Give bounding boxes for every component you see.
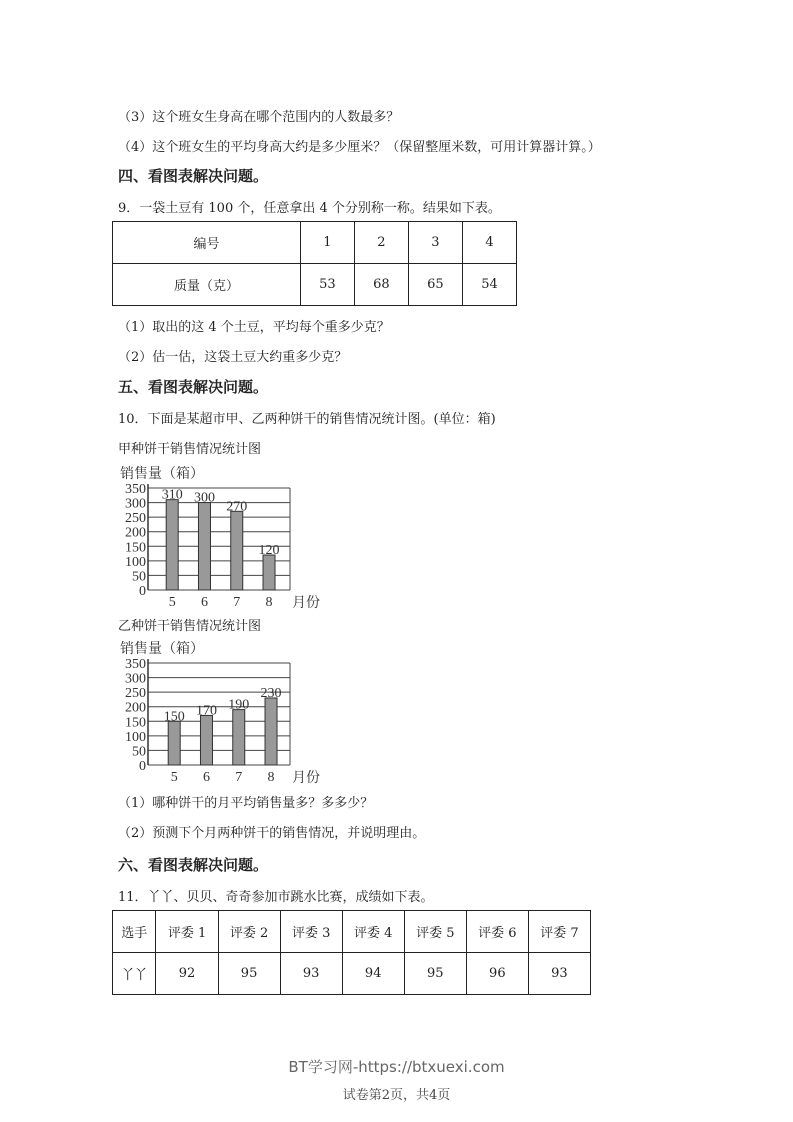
data-label: 300: [193, 490, 215, 506]
y-tick-label: 250: [125, 511, 146, 527]
y-tick-label: 50: [132, 744, 146, 760]
y-tick-label: 350: [125, 657, 146, 672]
table-cell: 95: [404, 953, 466, 995]
table-cell: 93: [528, 953, 590, 995]
question-10: 10．下面是某超市甲、乙两种饼干的销售情况统计图。(单位：箱): [118, 412, 496, 427]
question-9-1: （1）取出的这 4 个土豆，平均每个重多少克？: [118, 320, 390, 335]
x-tick-label: 8: [267, 770, 275, 785]
x-tick-label: 7: [233, 595, 241, 610]
table-cell: 丫丫: [113, 953, 156, 995]
bar: [233, 710, 245, 765]
table-cell: 评委 2: [218, 911, 280, 953]
table-cell: 评委 6: [466, 911, 528, 953]
y-tick-label: 150: [125, 540, 146, 556]
table-cell: 4: [462, 222, 516, 264]
bar: [166, 500, 178, 590]
table-cell: 94: [342, 953, 404, 995]
chart-1-title: 甲种饼干销售情况统计图: [118, 442, 262, 457]
question-10-1: （1）哪种饼干的月平均销售量多？多多少？: [118, 796, 374, 811]
data-label: 270: [226, 499, 248, 515]
x-axis-label: 月份: [292, 596, 320, 611]
table-cell: 2: [354, 222, 408, 264]
y-tick-label: 200: [125, 700, 146, 716]
data-label: 150: [163, 709, 185, 725]
y-tick-label: 100: [125, 729, 146, 745]
section-4-heading: 四、看图表解决问题。: [118, 167, 269, 185]
section-6-heading: 六、看图表解决问题。: [118, 856, 269, 874]
y-tick-label: 350: [125, 482, 146, 497]
bar: [198, 503, 210, 590]
question-8-4: （4）这个班女生的平均身高大约是多少厘米？（保留整厘米数，可用计算器计算。）: [118, 140, 601, 155]
y-tick-label: 200: [125, 525, 146, 541]
table-cell: 95: [218, 953, 280, 995]
y-tick-label: 0: [139, 759, 146, 774]
x-axis-label: 月份: [292, 771, 320, 786]
data-label: 120: [258, 543, 280, 559]
question-10-2: （2）预测下个月两种饼干的销售情况，并说明理由。: [118, 826, 426, 841]
x-tick-label: 8: [265, 595, 273, 610]
question-11: 11．丫丫、贝贝、奇奇参加市跳水比赛，成绩如下表。: [118, 890, 434, 905]
data-label: 190: [228, 697, 250, 713]
x-tick-label: 7: [235, 770, 243, 785]
table-cell: 65: [408, 264, 462, 306]
table-cell: 3: [408, 222, 462, 264]
page-footer: 试卷第2页，共4页: [342, 1088, 451, 1103]
section-5-heading: 五、看图表解决问题。: [118, 378, 269, 396]
table-cell: 评委 4: [342, 911, 404, 953]
question-9-2: （2）估一估，这袋土豆大约重多少克？: [118, 350, 348, 365]
table-cell: 评委 7: [528, 911, 590, 953]
table-cell: 评委 1: [156, 911, 218, 953]
y-tick-label: 50: [132, 569, 146, 585]
x-tick-label: 5: [168, 595, 176, 610]
question-8-3: （3）这个班女生身高在哪个范围内的人数最多？: [118, 110, 400, 125]
bar: [231, 511, 243, 590]
potato-table: [112, 221, 517, 306]
table-cell: 评委 3: [280, 911, 342, 953]
table-cell: 93: [280, 953, 342, 995]
bar: [168, 721, 180, 765]
diving-score-table: [112, 910, 591, 995]
table-cell: 54: [462, 264, 516, 306]
x-tick-label: 6: [200, 595, 208, 610]
table-cell: 96: [466, 953, 528, 995]
y-axis-label: 销售量（箱）: [120, 642, 204, 657]
x-tick-label: 5: [170, 770, 178, 785]
bar: [265, 698, 277, 765]
table-cell: 编号: [113, 222, 301, 264]
y-tick-label: 150: [125, 715, 146, 731]
y-tick-label: 250: [125, 686, 146, 702]
y-tick-label: 300: [125, 496, 146, 512]
chart-2-title: 乙种饼干销售情况统计图: [118, 619, 262, 634]
y-axis-label: 销售量（箱）: [120, 467, 204, 482]
table-cell: 评委 5: [404, 911, 466, 953]
data-label: 230: [260, 685, 282, 701]
data-label: 170: [195, 703, 217, 719]
y-tick-label: 0: [139, 584, 146, 599]
data-label: 310: [161, 487, 183, 503]
table-cell: 68: [354, 264, 408, 306]
y-tick-label: 300: [125, 671, 146, 687]
watermark: BT学习网-https://btxuexi.com: [288, 1058, 505, 1076]
chart-yi: [110, 637, 330, 787]
x-tick-label: 6: [202, 770, 210, 785]
table-cell: 选手: [113, 911, 156, 953]
y-tick-label: 100: [125, 554, 146, 570]
bar: [200, 715, 212, 765]
table-cell: 53: [300, 264, 354, 306]
question-9: 9．一袋土豆有 100 个，任意拿出 4 个分别称一称。结果如下表。: [118, 201, 501, 216]
bar: [263, 555, 275, 590]
table-cell: 1: [300, 222, 354, 264]
table-cell: 质量（克）: [113, 264, 301, 306]
table-cell: 92: [156, 953, 218, 995]
chart-jia: [110, 462, 330, 612]
